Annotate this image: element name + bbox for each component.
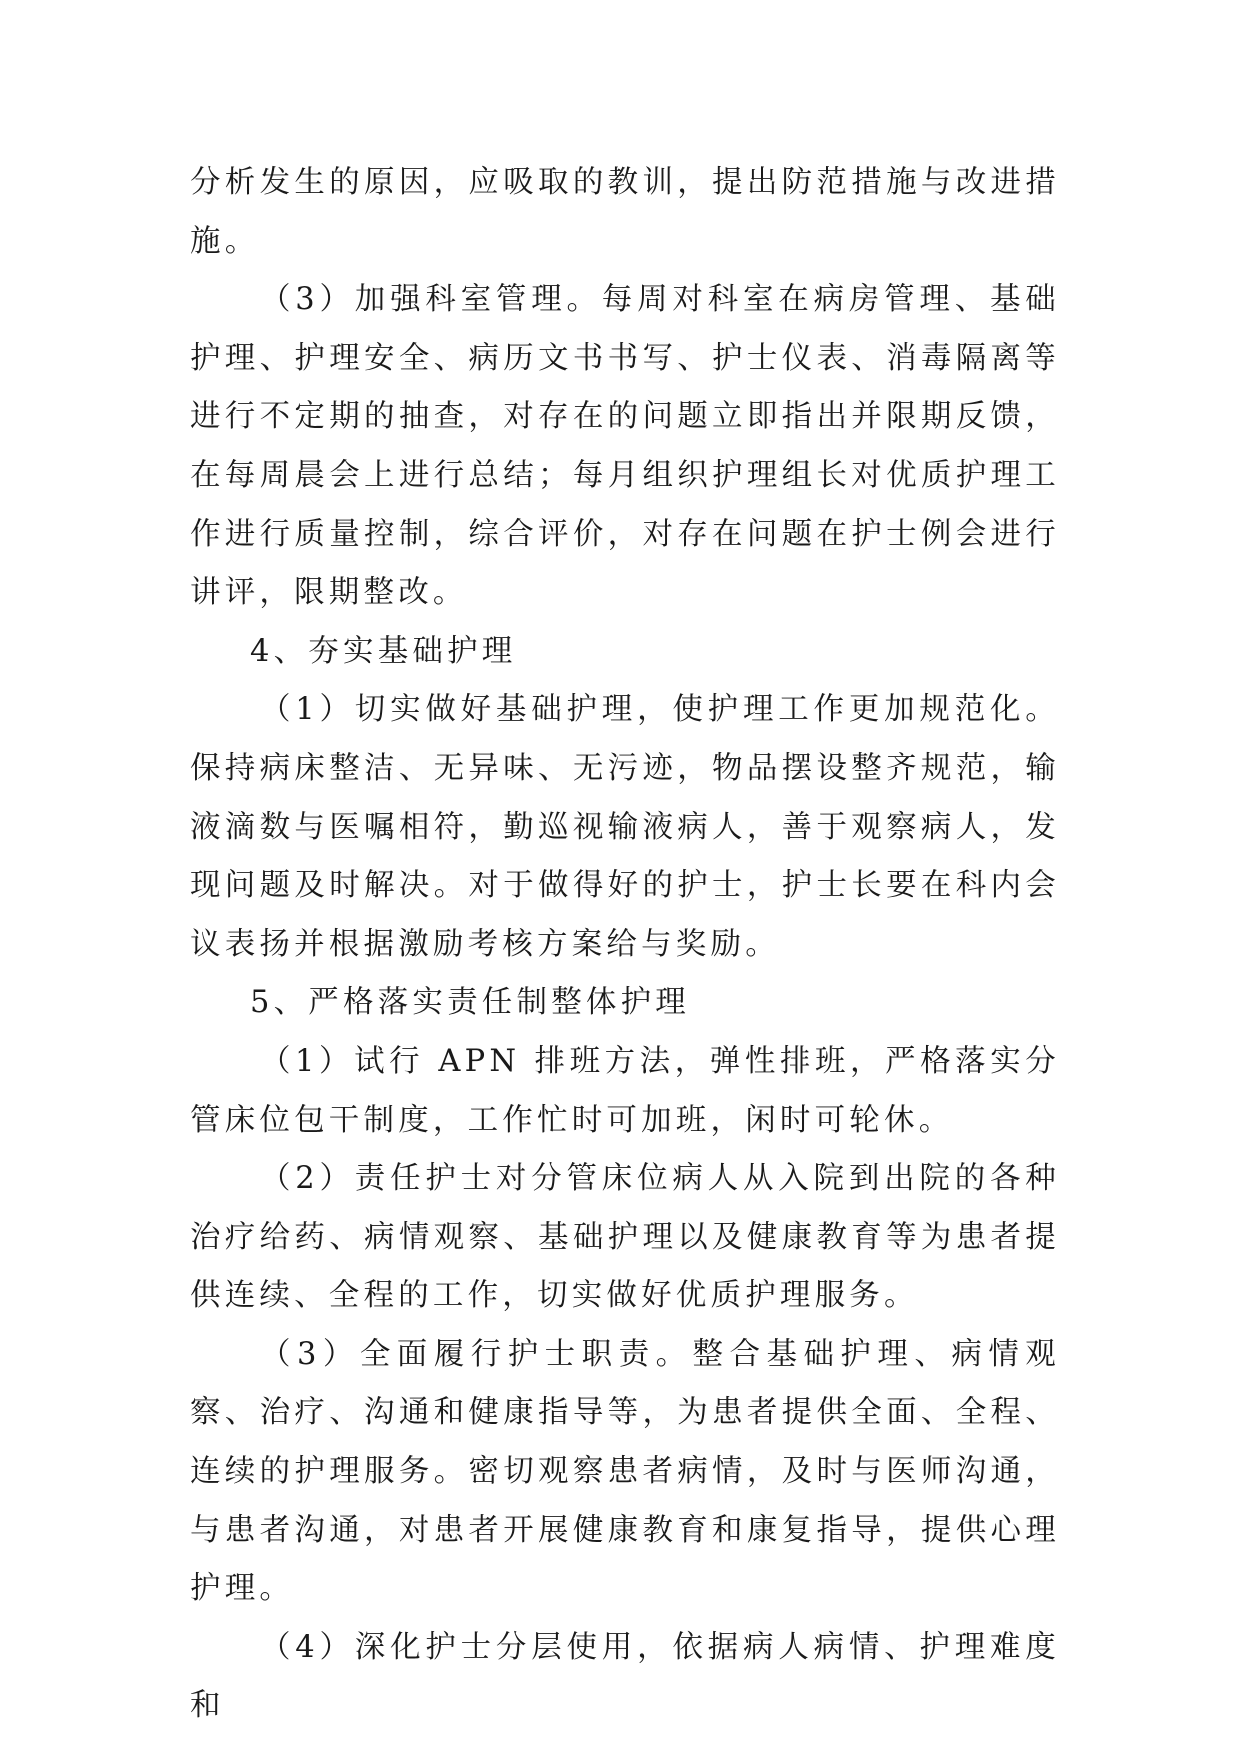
paragraph-basic-nursing: （1）切实做好基础护理，使护理工作更加规范化。保持病床整洁、无异味、无污迹，物品摆设整齐规范，输液滴数与医嘱相符，勤巡视输液病人，善于观察病人，发现问题及时解决。对于做得好的护士，护士长要在科内会议表扬并根据激励考核方案给与奖励。 xyxy=(190,692,1060,962)
paragraph-continuation: 分析发生的原因，应吸取的教训，提出防范措施与改进措施。 xyxy=(190,165,1060,259)
paragraph-nurse-duties: （3）全面履行护士职责。整合基础护理、病情观察、治疗、沟通和健康指导等，为患者提供全面、全程、连续的护理服务。密切观察患者病情，及时与医师沟通，与患者沟通，对患者开展健康教育和康复指导，提供心理护理。 xyxy=(190,1336,1060,1607)
document-body xyxy=(190,154,1060,1736)
paragraph-apn-scheduling: （1）试行 APN 排班方法，弹性排班，严格落实分管床位包干制度，工作忙时可加班，闲时可轮休。 xyxy=(190,1043,1060,1138)
paragraph-ward-management: （3）加强科室管理。每周对科室在病房管理、基础护理、护理安全、病历文书书写、护士仪表、消毒隔离等进行不定期的抽查，对存在的问题立即指出并限期反馈，在每周晨会上进行总结；每月组织护理组长对优质护理工作进行质量控制，综合评价，对存在问题在护士例会进行讲评，限期整改。 xyxy=(190,282,1060,611)
paragraph-responsible-nurse: （2）责任护士对分管床位病人从入院到出院的各种治疗给药、病情观察、基础护理以及健康教育等为患者提供连续、全程的工作，切实做好优质护理服务。 xyxy=(190,1161,1060,1314)
section-heading-responsibility-nursing: 5、严格落实责任制整体护理 xyxy=(250,985,691,1021)
paragraph-tiered-nurses: （4）深化护士分层使用，依据病人病情、护理难度和 xyxy=(190,1629,1060,1724)
section-heading-basic-nursing: 4、夯实基础护理 xyxy=(250,633,517,669)
